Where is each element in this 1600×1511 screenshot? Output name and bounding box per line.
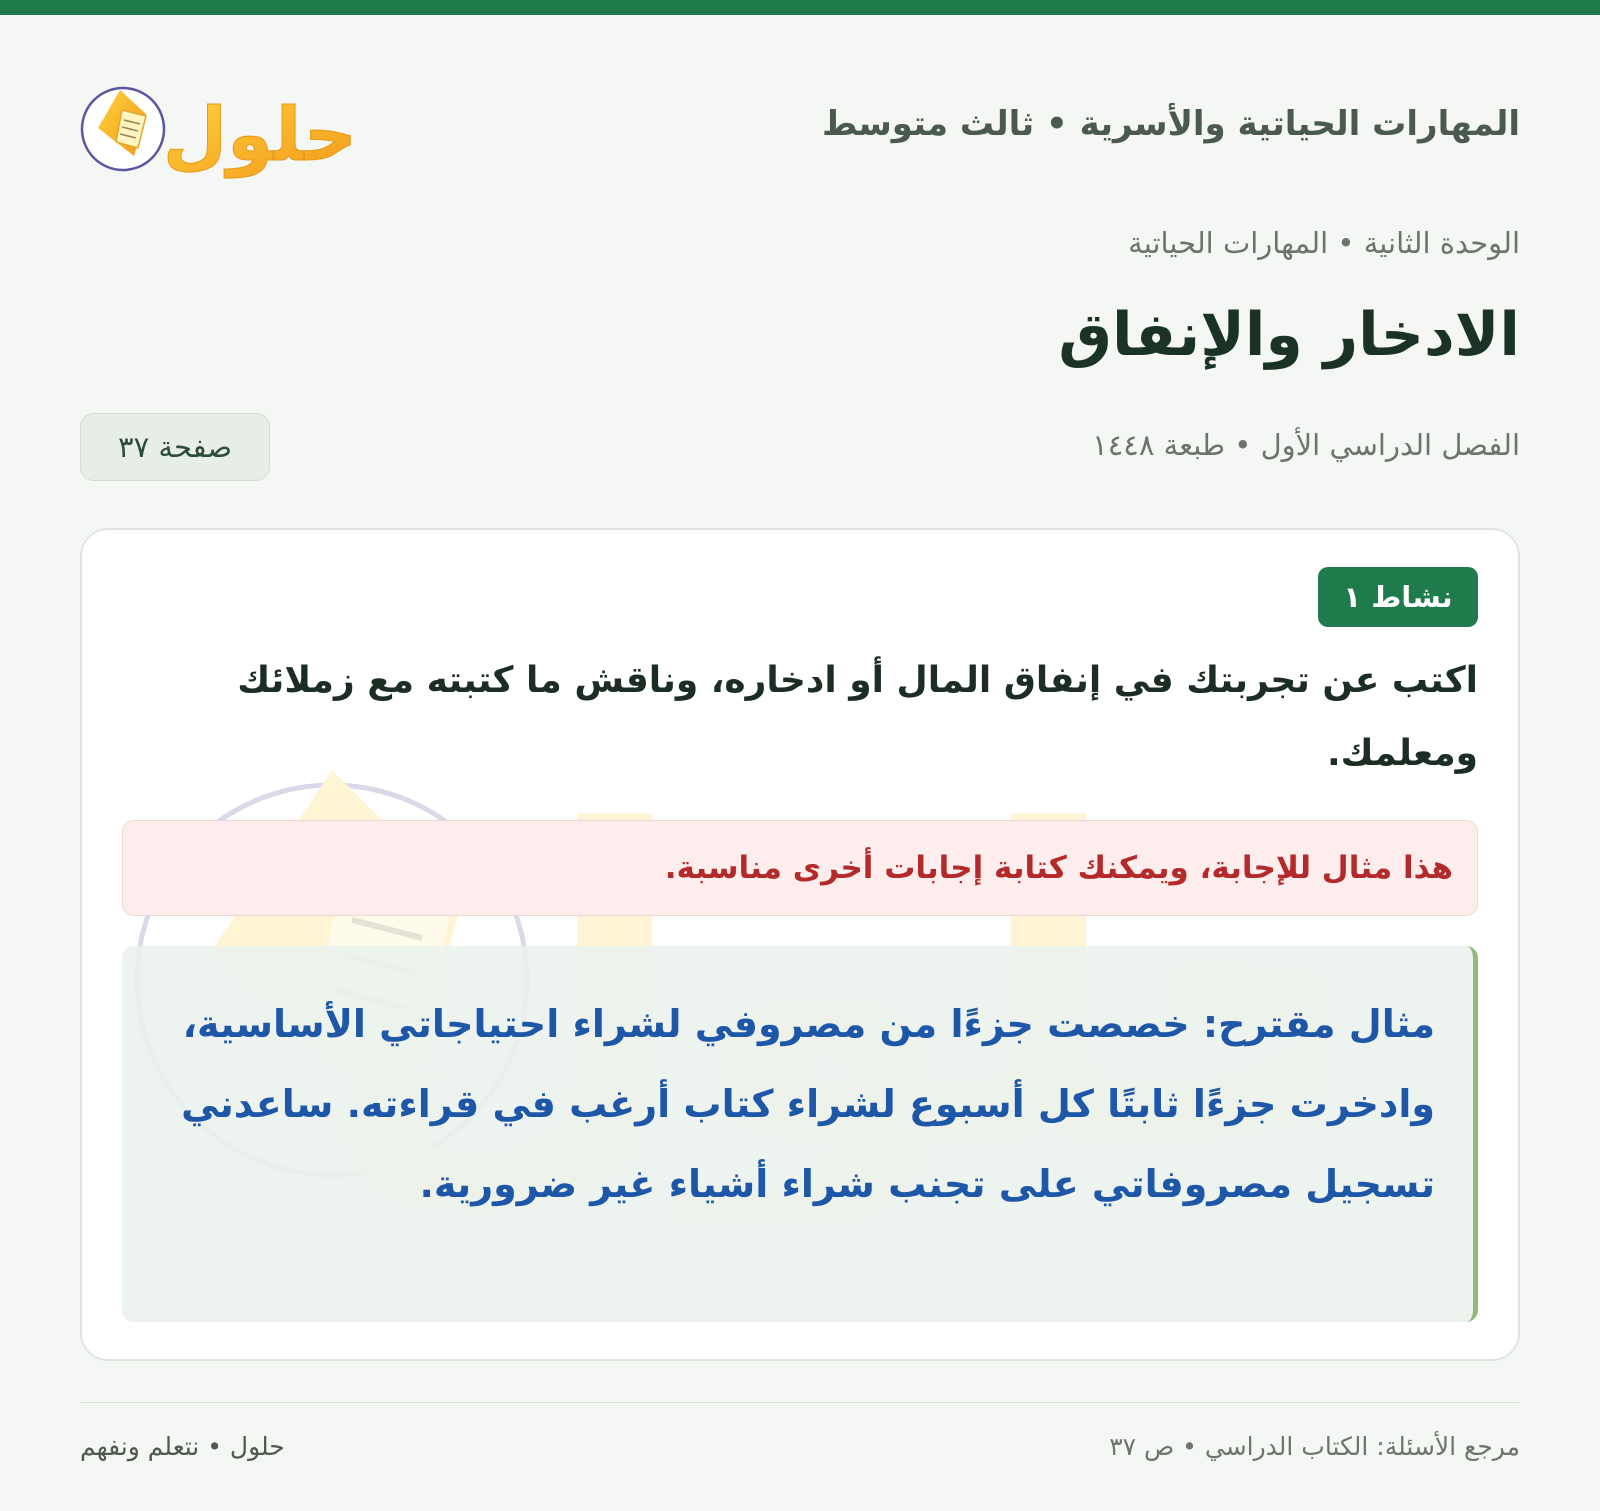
activity-card [80,528,1520,1361]
page [80,0,1520,1511]
answer-note: هذا مثال للإجابة، ويمكنك كتابة إجابات أخرى مناسبة. [122,820,1478,916]
footer-brand[interactable]: حلول • نتعلم ونفهم [80,1432,285,1461]
header [80,68,1520,188]
site-logo[interactable] [80,68,370,188]
lesson-title: الادخار والإنفاق [1058,300,1520,370]
page-badge: صفحة ٣٧ [80,413,270,481]
subject-title: المهارات الحياتية والأسرية • ثالث متوسط [821,104,1520,144]
term-edition: الفصل الدراسي الأول • طبعة ١٤٤٨ [1092,428,1520,462]
activity-label: نشاط ١ [1318,567,1478,627]
sample-answer: مثال مقترح: خصصت جزءًا من مصروفي لشراء احتياجاتي الأساسية، وادخرت جزءًا ثابتًا كل أسبوع لشراء كتاب أرغب في قراءته. ساعدني تسجيل مصروفاتي على تجنب شراء أشياء غير ضرورية. [122,946,1478,1322]
footer-source: مرجع الأسئلة: الكتاب الدراسي • ص ٣٧ [1109,1432,1520,1461]
activity-question: اكتب عن تجربتك في إنفاق المال أو ادخاره، وناقش ما كتبته مع زملائك ومعلمك. [237,660,1478,774]
logo-wordmark: حلول [162,92,358,178]
footer-divider [80,1402,1520,1403]
unit-label: الوحدة الثانية • المهارات الحياتية [1128,226,1520,260]
